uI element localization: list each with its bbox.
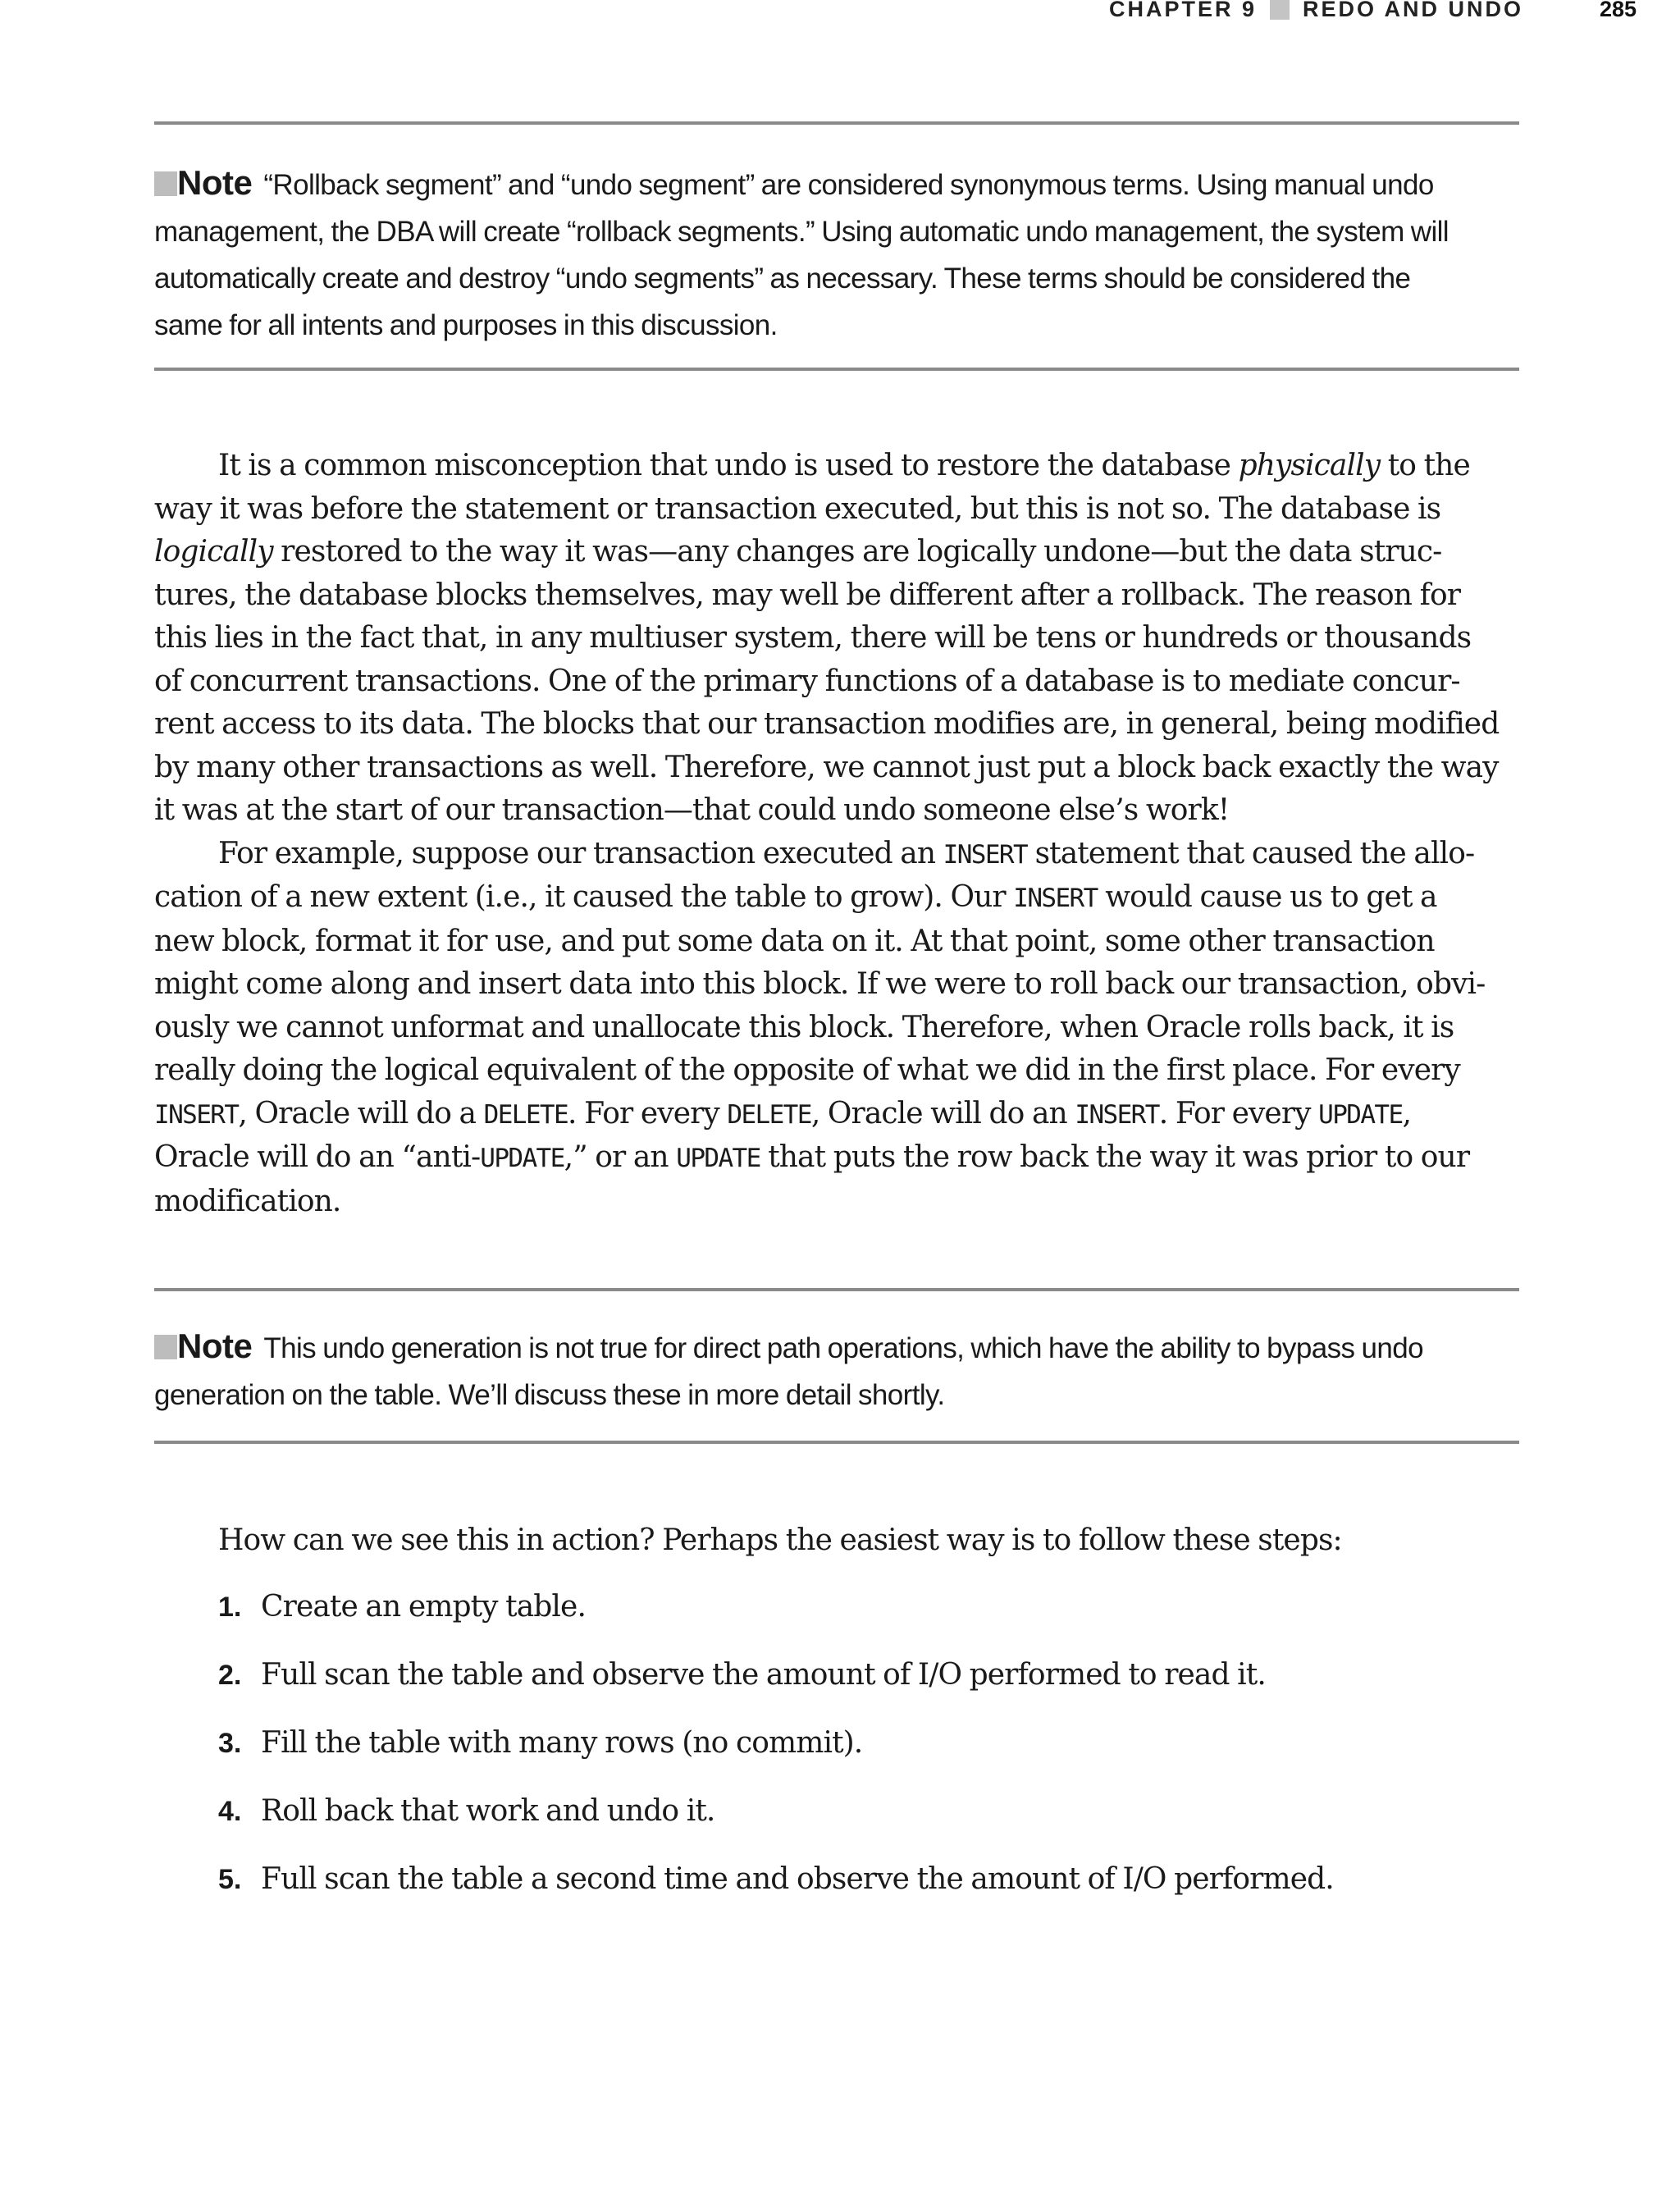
paragraph-line	[154, 531, 1519, 574]
code-text: INSERT	[1075, 1099, 1159, 1130]
code-text: DELETE	[483, 1099, 568, 1130]
paragraph-line: by many other transactions as well. Therefore, we cannot just put a block back exactly the way	[154, 750, 1499, 784]
note-label: Note	[177, 1327, 253, 1365]
paragraph-line: tures, the database blocks themselves, may well be different after a rollback. The reason for	[154, 578, 1461, 612]
code-text: INSERT	[1013, 884, 1098, 913]
step-number: 1.	[218, 1592, 242, 1623]
list-item	[218, 1654, 1334, 1722]
step-number: 3.	[218, 1728, 242, 1759]
header-page-number: 285	[1600, 0, 1637, 21]
steps-list	[218, 1586, 1334, 1926]
step-text: Fill the table with many rows (no commit).	[261, 1726, 863, 1760]
list-item	[218, 1586, 1334, 1654]
header-chapter-title: REDO AND UNDO	[1303, 0, 1524, 21]
list-item	[218, 1790, 1334, 1858]
code-text: UPDATE	[1318, 1099, 1403, 1130]
paragraph-line	[154, 445, 1519, 488]
code-text: UPDATE	[480, 1144, 564, 1173]
paragraph-line: really doing the logical equivalent of the opposite of what we did in the first place. For every	[154, 1053, 1460, 1087]
code-text: INSERT	[154, 1099, 239, 1130]
text-run: Oracle will do an “anti-	[154, 1140, 481, 1174]
paragraph-line: How can we see this in action? Perhaps the easiest way is to follow these steps:	[218, 1523, 1342, 1557]
paragraph-line: rent access to its data. The blocks that our transaction modifies are, in general, being modified	[154, 707, 1500, 741]
paragraph-line	[154, 1093, 1519, 1137]
note-square-icon	[154, 171, 177, 196]
italic-text: physically	[1238, 449, 1381, 482]
text-run: . For every	[568, 1096, 728, 1130]
note-box-direct-path	[154, 1288, 1519, 1444]
note-line: same for all intents and purposes in this discussion.	[154, 309, 778, 341]
text-run: would cause us to get a	[1097, 880, 1437, 914]
running-header	[1099, 0, 1657, 30]
paragraph-line: of concurrent transactions. One of the primary functions of a database is to mediate concur-	[154, 664, 1460, 698]
paragraph-line: new block, format it for use, and put some data on it. At that point, some other transaction	[154, 924, 1435, 958]
text-run: that puts the row back the way it was prior to our	[760, 1140, 1470, 1174]
header-chapter: CHAPTER 9	[1109, 0, 1258, 21]
text-run: , Oracle will do an	[810, 1096, 1075, 1130]
note-line: generation on the table. We’ll discuss these in more detail shortly.	[154, 1379, 945, 1411]
italic-text: logically	[154, 535, 273, 569]
step-number: 2.	[218, 1660, 242, 1691]
list-item	[218, 1722, 1334, 1790]
paragraph-line: this lies in the fact that, in any multiuser system, there will be tens or hundreds or thousands	[154, 621, 1472, 655]
text-run: ,	[1402, 1096, 1412, 1130]
note-line	[154, 159, 1519, 208]
code-text: INSERT	[943, 839, 1028, 870]
text-run: . For every	[1158, 1096, 1319, 1130]
paragraph-line: ously we cannot unformat and unallocate this block. Therefore, when Oracle rolls back, it is	[154, 1010, 1454, 1044]
text-run: restored to the way it was—any changes are logically undone—but the data struc-	[272, 535, 1442, 569]
text-run: to the	[1380, 449, 1470, 482]
note-line: automatically create and destroy “undo segments” as necessary. These terms should be considered the	[154, 263, 1411, 295]
paragraph-line	[154, 1136, 1519, 1181]
code-text: UPDATE	[676, 1144, 760, 1173]
note-box-rollback-segment	[154, 121, 1519, 371]
list-item	[218, 1858, 1334, 1926]
step-number: 5.	[218, 1864, 242, 1895]
paragraph-line	[154, 833, 1519, 877]
paragraph-line: it was at the start of our transaction—that could undo someone else’s work!	[154, 793, 1230, 827]
step-text: Full scan the table and observe the amount of I/O performed to read it.	[261, 1658, 1266, 1692]
note-text: This undo generation is not true for direct path operations, which have the ability to bypass undo	[263, 1332, 1423, 1364]
steps-intro	[154, 1519, 1519, 1563]
note-label: Note	[177, 163, 253, 202]
paragraph-line: modification.	[154, 1184, 341, 1218]
step-number: 4.	[218, 1796, 242, 1827]
step-text: Full scan the table a second time and observe the amount of I/O performed.	[261, 1862, 1334, 1896]
text-run: It is a common misconception that undo is used to restore the database	[218, 449, 1239, 482]
step-text: Create an empty table.	[261, 1590, 586, 1624]
note-line	[154, 1322, 1519, 1372]
header-separator-square	[1270, 0, 1290, 20]
text-run: cation of a new extent (i.e., it caused the table to grow). Our	[154, 880, 1014, 914]
note-square-icon	[154, 1335, 177, 1359]
code-text: DELETE	[727, 1099, 811, 1130]
paragraph-line: might come along and insert data into this block. If we were to roll back our transaction, obvi-	[154, 967, 1486, 1001]
text-run: , Oracle will do a	[238, 1096, 484, 1130]
step-text: Roll back that work and undo it.	[261, 1794, 715, 1828]
paragraph-line	[154, 876, 1519, 920]
text-run: statement that caused the allo-	[1027, 836, 1475, 870]
body-paragraphs	[154, 445, 1519, 1223]
note-line: management, the DBA will create “rollback segments.” Using automatic undo management, the system will	[154, 216, 1449, 248]
text-run: For example, suppose our transaction executed an	[218, 836, 943, 870]
paragraph-line: way it was before the statement or transaction executed, but this is not so. The database is	[154, 491, 1441, 526]
text-run: ,” or an	[564, 1140, 677, 1174]
note-text: “Rollback segment” and “undo segment” are considered synonymous terms. Using manual undo	[263, 169, 1434, 201]
